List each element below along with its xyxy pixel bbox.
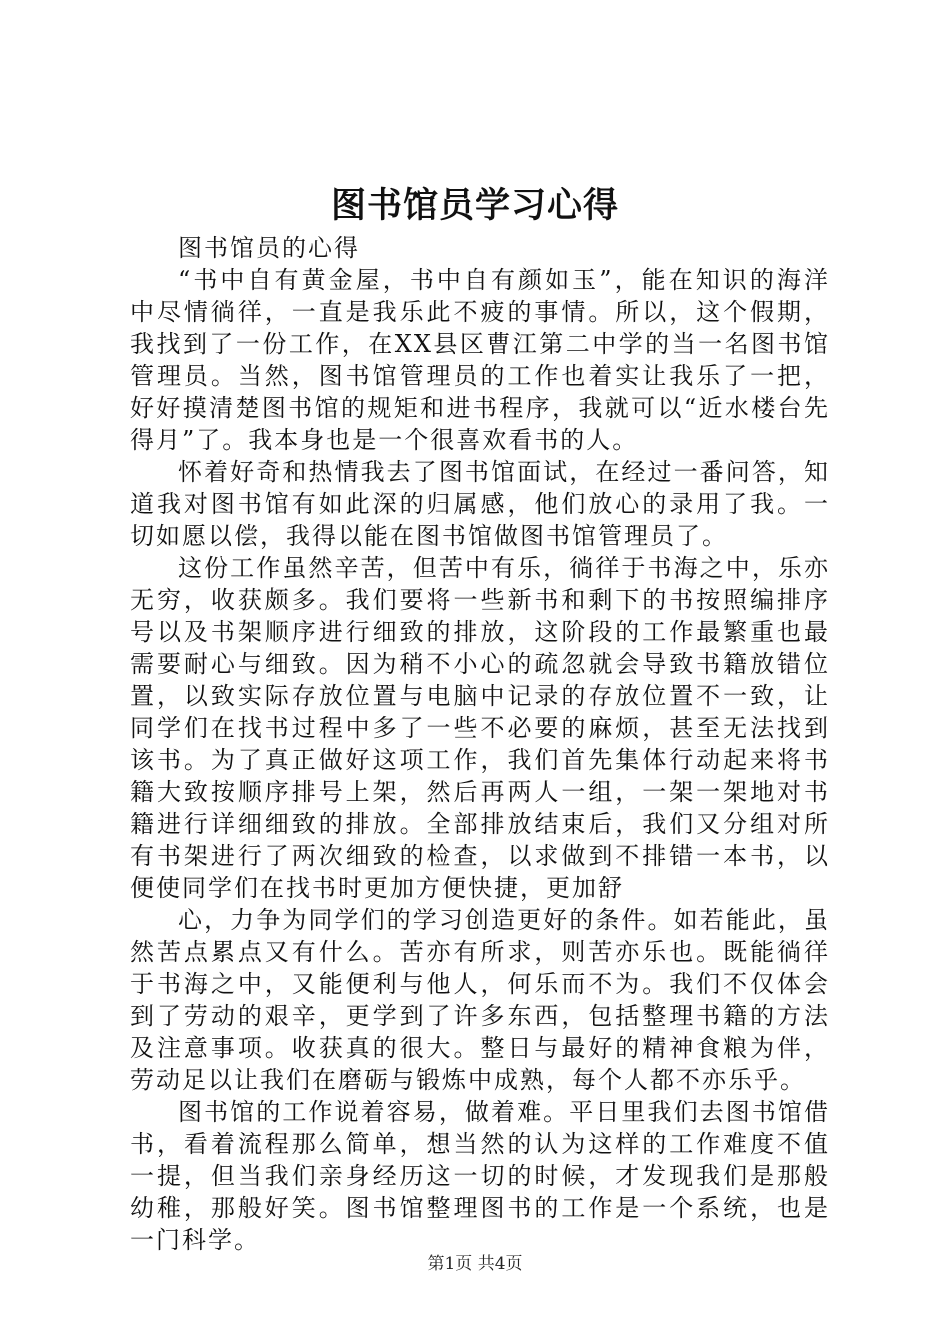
paragraph: 心，力争为同学们的学习创造更好的条件。如若能此，虽然苦点累点又有什么。苦亦有所求，则苦亦乐也。既能徜徉于书海之中，又能便利与他人，何乐而不为。我们不仅体会到了劳动的艰辛，更学到了许多东西，包括整理书籍的方法及注意事项。收获真的很大。整日与最好的精神食粮为伴，劳动足以让我们在磨砺与锻炼中成熟，每个人都不亦乐乎。 (130, 906, 830, 1094)
document-title: 图书馆员学习心得 (330, 185, 619, 226)
paragraph: 怀着好奇和热情我去了图书馆面试，在经过一番问答，知道我对图书馆有如此深的归属感，他们放心的录用了我。一切如愿以偿，我得以能在图书馆做图书馆管理员了。 (130, 458, 830, 550)
paragraph: “书中自有黄金屋，书中自有颜如玉”，能在知识的海洋中尽情徜徉，一直是我乐此不疲的事情。所以，这个假期，我找到了一份工作，在XX县区曹江第二中学的当一名图书馆管理员。当然，图书馆管理员的工作也着实让我乐了一把，好好摸清楚图书馆的规矩和进书程序，我就可以“近水楼台先得月”了。我本身也是一个很喜欢看书的人。 (130, 266, 830, 454)
paragraph-subtitle: 图书馆员的心得 (178, 234, 360, 262)
paragraph: 图书馆的工作说着容易，做着难。平日里我们去图书馆借书，看着流程那么简单，想当然的认为这样的工作难度不值一提，但当我们亲身经历这一切的时候，才发现我们是那般幼稚，那般好笑。图书馆整理图书的工作是一个系统，也是一门科学。 (130, 1098, 830, 1254)
document-body (130, 232, 830, 1256)
page-footer: 第1页 共4页 (427, 1254, 523, 1274)
paragraph: 这份工作虽然辛苦，但苦中有乐，徜徉于书海之中，乐亦无穷，收获颇多。我们要将一些新书和剩下的书按照编排序号以及书架顺序进行细致的排放，这阶段的工作最繁重也最需要耐心与细致。因为稍不小心的疏忽就会导致书籍放错位置，以致实际存放位置与电脑中记录的存放位置不一致，让同学们在找书过程中多了一些不必要的麻烦，甚至无法找到该书。为了真正做好这项工作，我们首先集体行动起来将书籍大致按顺序排号上架，然后再两人一组，一架一架地对书籍进行详细细致的排放。全部排放结束后，我们又分组对所有书架进行了两次细致的检查，以求做到不排错一本书，以便使同学们在找书时更加方便快捷，更加舒 (130, 554, 830, 902)
